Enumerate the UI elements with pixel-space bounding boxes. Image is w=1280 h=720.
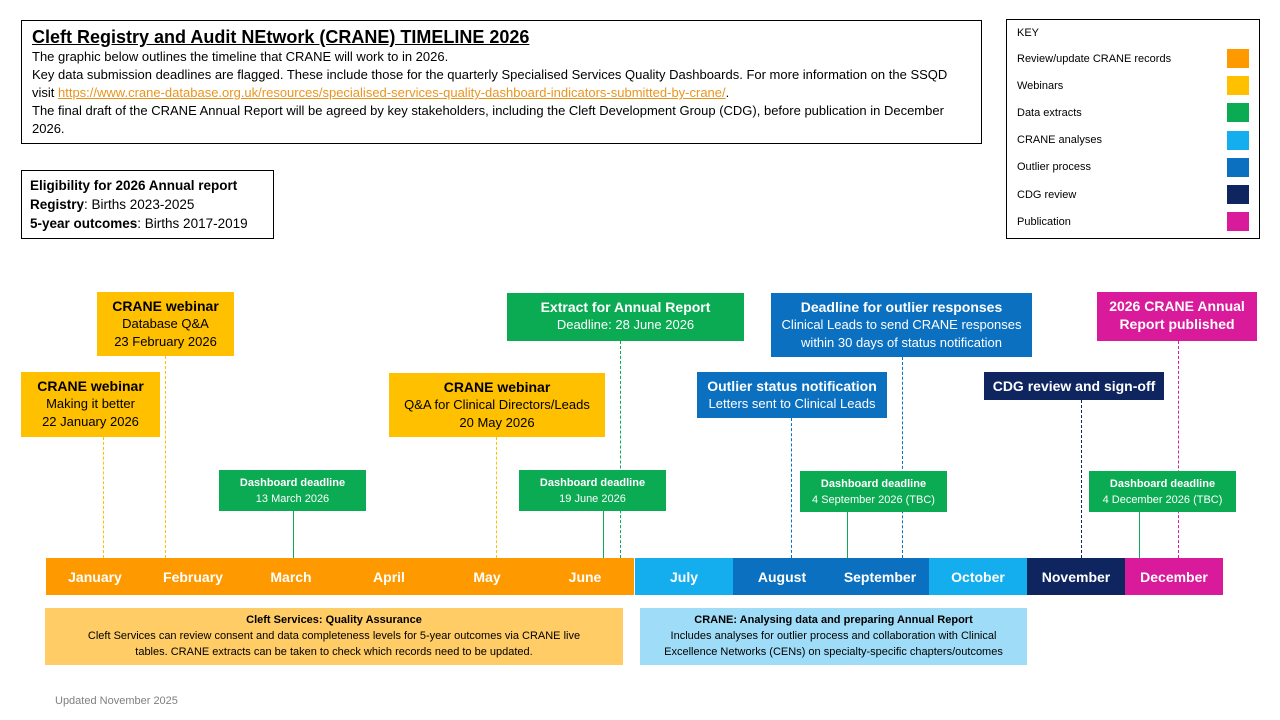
key-swatch bbox=[1227, 212, 1249, 231]
month-november: November bbox=[1027, 558, 1125, 595]
band-title: CRANE: Analysing data and preparing Annual Report bbox=[694, 614, 973, 626]
updated-note: Updated November 2025 bbox=[55, 695, 178, 707]
key-swatch bbox=[1227, 103, 1249, 122]
band-line: tables. CRANE extracts can be taken to check which records need to be updated. bbox=[135, 646, 533, 658]
month-april: April bbox=[340, 558, 438, 595]
event-title: Dashboard deadline bbox=[239, 477, 346, 489]
month-september: September bbox=[831, 558, 929, 595]
event-title: Dashboard deadline bbox=[1109, 478, 1216, 490]
event-line: Clinical Leads to send CRANE responses bbox=[781, 317, 1022, 332]
connector-webinar-may bbox=[496, 437, 497, 558]
connector-dash-dec bbox=[1139, 512, 1140, 558]
connector-outlier-notif bbox=[791, 418, 792, 558]
event-date: 20 May 2026 bbox=[459, 415, 535, 430]
connector-cdg bbox=[1081, 400, 1082, 558]
month-august: August bbox=[733, 558, 831, 595]
event-date: 22 January 2026 bbox=[42, 414, 139, 429]
band-line: Excellence Networks (CENs) on specialty-specific chapters/outcomes bbox=[664, 646, 1003, 658]
connector-extract bbox=[620, 341, 621, 558]
extract-box bbox=[507, 293, 744, 341]
key-label: Publication bbox=[1017, 215, 1071, 228]
key-swatch bbox=[1227, 185, 1249, 204]
key-label: Webinars bbox=[1017, 79, 1064, 92]
intro-line-2-end: . bbox=[725, 85, 730, 100]
connector-dash-mar bbox=[293, 511, 294, 558]
cdg-review-box bbox=[984, 372, 1164, 400]
key-item bbox=[1017, 154, 1249, 181]
connector-outlier-deadline bbox=[902, 357, 903, 558]
month-december: December bbox=[1125, 558, 1223, 595]
key-label: CRANE analyses bbox=[1017, 134, 1102, 147]
key-swatch bbox=[1227, 131, 1249, 150]
event-title: CRANE webinar bbox=[112, 298, 219, 314]
event-title: Dashboard deadline bbox=[539, 477, 646, 489]
event-title: CRANE webinar bbox=[443, 379, 551, 395]
event-title: CDG review and sign-off bbox=[992, 378, 1156, 394]
key-label: Review/update CRANE records bbox=[1017, 52, 1172, 65]
publication-box bbox=[1097, 292, 1257, 341]
event-line: within 30 days of status notification bbox=[801, 335, 1002, 350]
event-date: 23 February 2026 bbox=[114, 334, 217, 349]
month-june: June bbox=[536, 558, 634, 595]
key-label: Data extracts bbox=[1017, 106, 1082, 119]
outcomes-value: : Births 2017-2019 bbox=[137, 216, 248, 231]
event-date: 4 September 2026 (TBC) bbox=[812, 494, 935, 506]
month-october: October bbox=[929, 558, 1027, 595]
band-line: Cleft Services can review consent and data completeness levels for 5-year outcomes via CRANE live bbox=[87, 630, 581, 642]
dashboard-sep-box bbox=[800, 471, 947, 512]
outcomes-label: 5-year outcomes bbox=[30, 216, 138, 231]
key-label: Outlier process bbox=[1017, 161, 1091, 174]
intro-box bbox=[21, 20, 982, 144]
event-date: 13 March 2026 bbox=[255, 493, 330, 505]
analysing-band bbox=[640, 608, 1027, 665]
event-line: Letters sent to Clinical Leads bbox=[708, 396, 876, 411]
legend-key bbox=[1006, 19, 1260, 239]
dashboard-mar-box bbox=[219, 470, 366, 511]
eligibility-box bbox=[21, 170, 274, 239]
connector-dash-jun bbox=[603, 511, 604, 558]
event-date: 19 June 2026 bbox=[559, 493, 626, 505]
event-date: Deadline: 28 June 2026 bbox=[556, 317, 695, 332]
key-item bbox=[1017, 72, 1249, 99]
key-swatch bbox=[1227, 49, 1249, 68]
intro-line-2-text: Key data submission deadlines are flagged. These include those for the quarterly Specialised Services Quality Dashboards. For more information on the SSQD visit bbox=[32, 67, 948, 100]
connector-publication bbox=[1178, 341, 1179, 558]
eligibility-registry bbox=[30, 195, 265, 214]
event-line: Database Q&A bbox=[122, 316, 209, 331]
eligibility-heading: Eligibility for 2026 Annual report bbox=[30, 178, 238, 193]
key-swatch bbox=[1227, 76, 1249, 95]
event-line: Q&A for Clinical Directors/Leads bbox=[404, 397, 590, 412]
page-title: Cleft Registry and Audit NEtwork (CRANE) TIMELINE 2026 bbox=[32, 27, 530, 47]
intro-line-3: The final draft of the CRANE Annual Report will be agreed by key stakeholders, including the Cleft Development Group (CDG), before publication in December 2026. bbox=[32, 103, 944, 136]
connector-webinar-jan bbox=[103, 437, 104, 558]
connector-dash-sep bbox=[847, 512, 848, 558]
eligibility-outcomes bbox=[30, 214, 265, 233]
band-line: Includes analyses for outlier process and collaboration with Clinical bbox=[670, 630, 997, 642]
event-title: CRANE webinar bbox=[37, 378, 144, 394]
event-title: Dashboard deadline bbox=[820, 478, 927, 490]
dashboard-jun-box bbox=[519, 470, 666, 511]
webinar-jan-box bbox=[21, 372, 160, 437]
month-july: July bbox=[635, 558, 733, 595]
key-item bbox=[1017, 99, 1249, 126]
connector-webinar-feb bbox=[165, 356, 166, 558]
key-item bbox=[1017, 208, 1249, 235]
key-swatch bbox=[1227, 158, 1249, 177]
event-title: Extract for Annual Report bbox=[540, 299, 711, 315]
event-title: Outlier status notification bbox=[707, 378, 877, 394]
month-february: February bbox=[144, 558, 242, 595]
event-line: Report published bbox=[1119, 316, 1235, 332]
registry-label: Registry bbox=[30, 197, 85, 212]
key-item bbox=[1017, 45, 1249, 72]
event-date: 4 December 2026 (TBC) bbox=[1102, 494, 1223, 506]
band-title: Cleft Services: Quality Assurance bbox=[246, 614, 422, 626]
outlier-notification-box bbox=[697, 372, 887, 418]
ssqd-link[interactable]: https://www.crane-database.org.uk/resources/specialised-services-quality-dashboard-indicators-submitted-by-crane/ bbox=[58, 85, 726, 100]
event-title: Deadline for outlier responses bbox=[800, 299, 1003, 315]
month-march: March bbox=[242, 558, 340, 595]
month-january: January bbox=[46, 558, 144, 595]
webinar-may-box bbox=[389, 373, 605, 437]
month-may: May bbox=[438, 558, 536, 595]
key-heading: KEY bbox=[1017, 27, 1040, 39]
quality-assurance-band bbox=[45, 608, 623, 665]
key-item bbox=[1017, 181, 1249, 208]
webinar-feb-box bbox=[97, 292, 234, 356]
event-title: 2026 CRANE Annual bbox=[1109, 298, 1245, 314]
dashboard-dec-box bbox=[1089, 471, 1236, 512]
key-item bbox=[1017, 127, 1249, 154]
intro-line-1: The graphic below outlines the timeline that CRANE will work to in 2026. bbox=[32, 49, 449, 64]
key-label: CDG review bbox=[1017, 188, 1077, 201]
event-line: Making it better bbox=[46, 396, 135, 411]
registry-value: : Births 2023-2025 bbox=[84, 197, 195, 212]
intro-line-2 bbox=[32, 66, 971, 102]
outlier-deadline-box bbox=[771, 293, 1032, 357]
